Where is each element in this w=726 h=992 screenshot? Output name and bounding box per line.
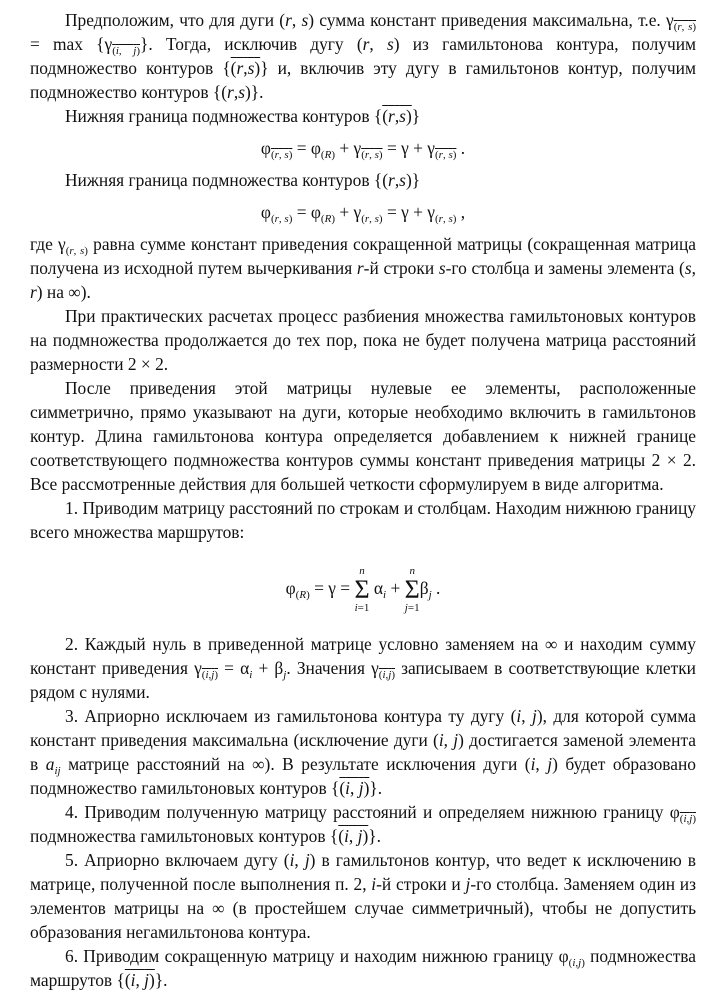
algorithm-step-4: 4. Приводим полученную матрицу расстояний и определяем нижнюю границу $\varphi_{(i,j)}$ подмножества гамильтоновых контуров {(i, j)}. bbox=[30, 802, 696, 846]
paragraph-1: Предположим, что для дуги (r, s) сумма констант приведения максимальна, т.е. $\gamma_{(r, s)} = \max \{\gamma_{(i, j)}\}$. Тогда, исключив дугу (r, s) из гамильтонова контура, получим подмножество контуров {(r,s)} и, включив эту дугу в гамильтонов контур, получим подмножество контуров {(r,s)}. bbox=[30, 10, 697, 102]
paragraph-4: где $\gamma_{(r, s)}$ равна сумме констант приведения сокращенной матрицы (сокращенная матрица получена из исходной путем вычеркивания r-й строки s-го столбца и замены элемента (s, r) на ∞). bbox=[30, 234, 696, 302]
formula-root-lower-bound: $\varphi_{(R)} = \gamma = n$ Σ i=1 $\alpha_i + n$ Σ $j=1\beta_j$ . bbox=[285, 565, 441, 614]
paragraph-2: Нижняя граница подмножества контуров {(r,s)} bbox=[65, 106, 421, 126]
paragraph-5: При практических расчетах процесс разбиения множества гамильтоновых контуров на подмножества продолжается до тех пор, пока не будет получена матрица расстояний размерности 2 × 2. bbox=[30, 306, 696, 374]
sum-alpha: n Σ i=1 bbox=[354, 565, 370, 614]
sum-beta: n Σ j=1 bbox=[404, 565, 420, 614]
paragraph-3: Нижняя граница подмножества контуров {(r,s)} bbox=[65, 170, 421, 190]
formula-lower-bound-included: $\varphi_{(r, s)} = \varphi_{(R)} + \gamma_{(r, s)} = \gamma + \gamma_{(r, s)}$ , bbox=[260, 202, 466, 225]
algorithm-step-2: 2. Каждый нуль в приведенной матрице условно заменяем на ∞ и находим сумму констант приведения $\gamma_{(i,j)} = \alpha_i + \beta_j$. Значения $\gamma_{(i,j)}$ записываем в соответствующие клетки рядом с нулями. bbox=[30, 634, 696, 702]
paragraph-6: После приведения этой матрицы нулевые ее элементы, расположенные симметрично, прямо указывают на дуги, которые необходимо включить в гамильтонов контур. Длина гамильтонова контура определяется добавлением к нижней границе соответствующего подмножества контуров суммы констант приведения матрицы 2 × 2. Все рассмотренные действия для большей четкости сформулируем в виде алгоритма. bbox=[30, 378, 696, 494]
algorithm-step-1: 1. Приводим матрицу расстояний по строкам и столбцам. Находим нижнюю границу всего множества маршрутов: bbox=[30, 498, 696, 542]
algorithm-step-6: 6. Приводим сокращенную матрицу и находим нижнюю границу $\varphi_{(i,j)}$ подмножества маршрутов {(i, j)}. bbox=[30, 946, 697, 990]
document-page bbox=[30, 8, 696, 992]
formula-lower-bound-excluded: $\varphi_{(r, s)} = \varphi_{(R)} + \gamma_{(r, s)} = \gamma + \gamma_{(r, s)}$ . bbox=[260, 138, 466, 161]
algorithm-step-5: 5. Априорно включаем дугу (i, j) в гамильтонов контур, что ведет к исключению в матрице, полученной после выполнения п. 2, i-й строки и j-го столбца. Заменяем один из элементов матрицы на ∞ (в простейшем случае симметричный), чтобы не допустить образования негамильтонова контура. bbox=[30, 850, 697, 942]
algorithm-step-3: 3. Априорно исключаем из гамильтонова контура ту дугу (i, j), для которой сумма констант приведения максимальна (исключение дуги (i, j) достигается заменой элемента в $a_{ij}$ матрице расстояний на ∞). В результате исключения дуги (i, j) будет образовано подмножество гамильтоновых контуров {(i, j)}. bbox=[30, 706, 696, 798]
